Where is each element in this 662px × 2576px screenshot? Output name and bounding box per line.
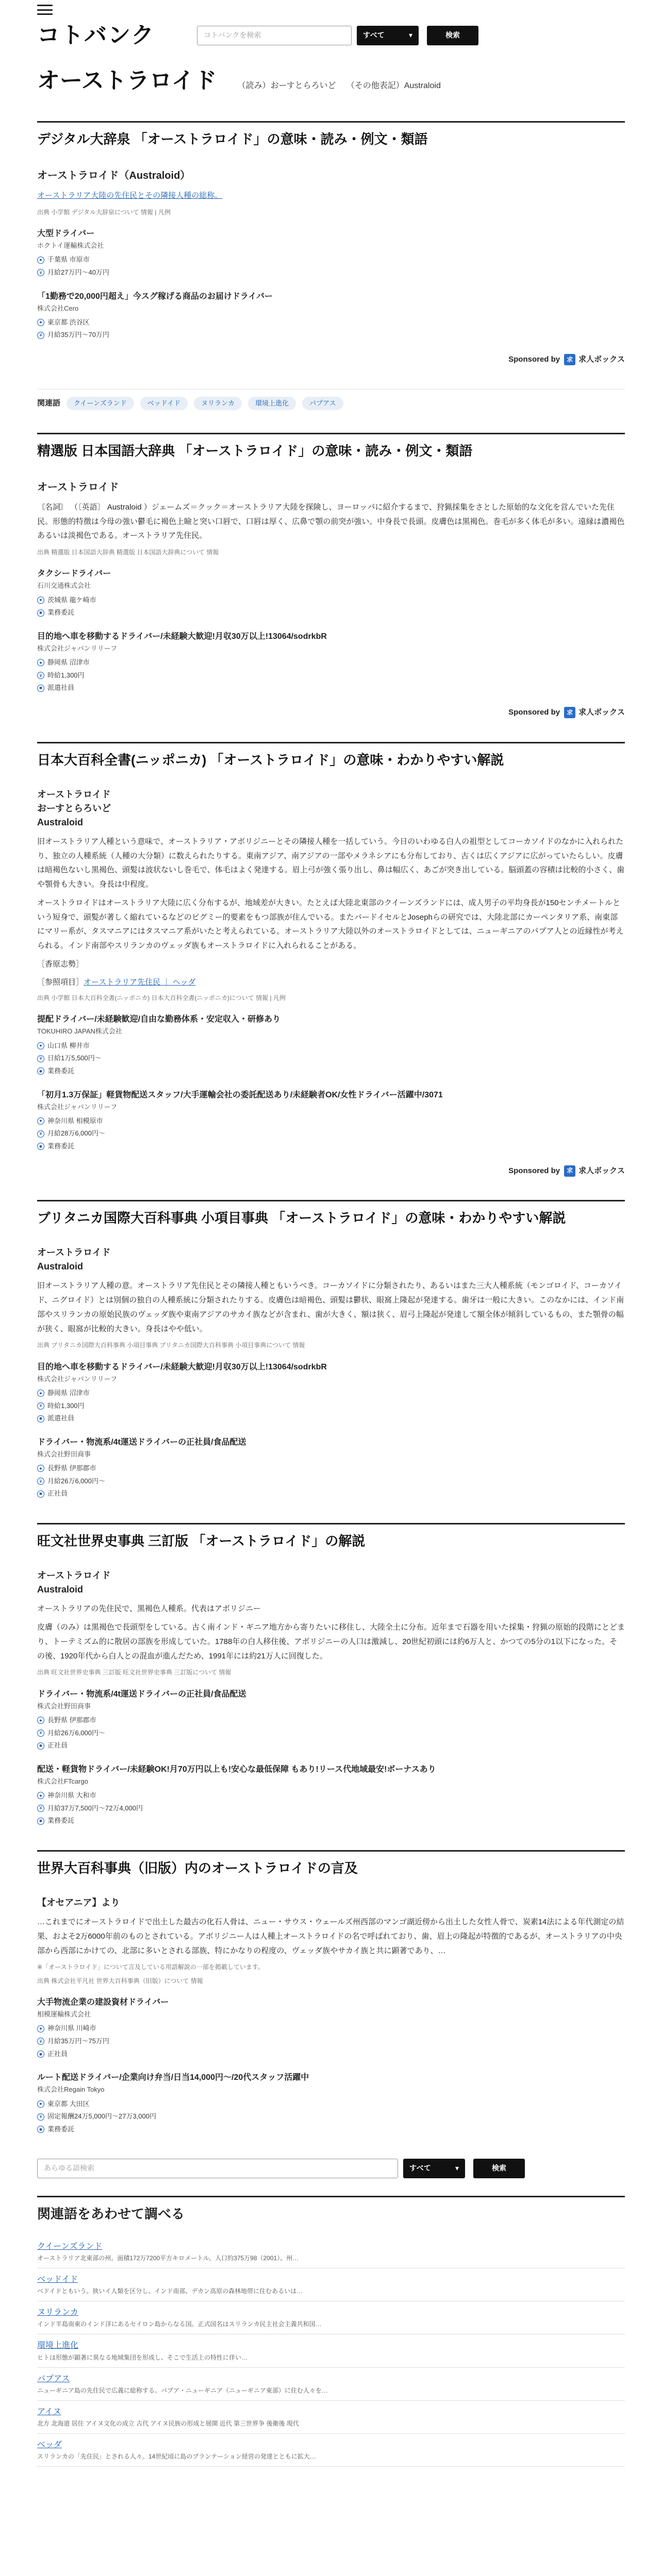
related-list-heading: 関連語をあわせて調べる xyxy=(37,2206,185,2222)
site-logo[interactable]: コトバンク xyxy=(37,22,155,48)
definition-text: …これまでにオーストラロイドで出土した最古の化石人骨は、ニュー・サウス・ウェールズ州西部のマンゴ湖近傍から出土した女性人骨で、炭素14法による年代測定の結果、およそ2万6000年前のものとされている。アボリジニー人は人種上オーストラロイドの名で呼ばれており、歯、眉上の隆起が特徴的であるが、オーストラリアの中央部から西部にかけての、北部に多いとされる部族、特にかなりの程度の、ヴェッダ族やサカイ族と共に顕著であり、… xyxy=(37,1918,624,1955)
sponsor-brand[interactable]: 求人ボックス xyxy=(578,708,625,717)
source-citation: 出典 ブリタニカ国際大百科事典 小項目事典 ブリタニカ国際大百科事典 小項目事典について 情報 xyxy=(37,1342,305,1349)
author-credit: ［香原志勢］ xyxy=(37,959,84,969)
section-heading: 世界大百科事典（旧版）内のオーストラロイドの言及 xyxy=(37,1860,358,1876)
related-tag[interactable]: クイーンズランド xyxy=(67,397,134,410)
yen-icon: ¥ xyxy=(37,1478,44,1485)
briefcase-icon: ■ xyxy=(37,685,44,692)
entry-english: Australoid xyxy=(37,817,84,827)
location-pin-icon: ● xyxy=(37,2100,44,2108)
yen-icon: ¥ xyxy=(37,672,44,679)
job-ad-title[interactable]: 目的地へ車を移動するドライバー/未経験大歓迎!月収30万以上!13064/sodrkbR xyxy=(37,1362,327,1371)
definition-text[interactable]: オーストラリア大陸の先住民とその隣接人種の総称。 xyxy=(37,191,223,200)
job-ad[interactable] xyxy=(37,1996,625,2060)
job-ad-employment: 正社員 xyxy=(47,2049,68,2058)
job-ad[interactable] xyxy=(37,568,625,619)
page-title: オーストラロイド xyxy=(37,68,217,93)
search-scope-label: すべて xyxy=(409,2163,431,2172)
search-button[interactable]: 検索 xyxy=(427,26,478,45)
job-ad-place: 静岡県 沼津市 xyxy=(47,658,90,667)
job-ad-company: 株式会社Cero xyxy=(37,304,79,312)
job-ad-pay: 月給27万円〜40万円 xyxy=(47,268,109,276)
section-heading: 旺文社世界史事典 三訂版 「オーストラロイド」の解説 xyxy=(37,1533,366,1549)
job-ad-place: 神奈川県 川崎市 xyxy=(47,2024,96,2032)
job-ad-employment: 業務委託 xyxy=(47,1817,75,1825)
related-list-item[interactable] xyxy=(37,2334,625,2367)
chevron-down-icon: ▾ xyxy=(408,31,412,40)
job-ad-company: ホクトイ運輸株式会社 xyxy=(37,242,104,250)
section-britannica xyxy=(37,1200,625,1500)
job-ad-title[interactable]: 大手物流企業の建設資材ドライバー xyxy=(37,1998,169,2007)
job-ad-title[interactable]: 大型ドライバー xyxy=(37,229,95,239)
job-ad-company: 株式会社Regain Tokyo xyxy=(37,2086,105,2094)
location-pin-icon: ● xyxy=(37,1117,44,1125)
related-item-desc: インド半島南東のインド洋にあるセイロン島からなる国。正式国名はスリランカ民主社会主義共和国… xyxy=(37,2320,322,2328)
job-ad-title[interactable]: 「1勤務で20,000円超え」今スグ稼げる商品のお届けドライバー xyxy=(37,292,273,301)
related-tag[interactable]: 環境上進化 xyxy=(248,397,296,410)
briefcase-icon: ■ xyxy=(37,1490,44,1498)
related-item-desc: ヒトは形態が顕著に異なる地域集団を形成し、そこで生活上の特性に伴い… xyxy=(37,2353,248,2361)
related-item-title[interactable]: ベッダ xyxy=(37,2440,62,2449)
yen-icon: ¥ xyxy=(37,2113,44,2121)
job-ad-pay: 月給35万円〜75万円 xyxy=(47,2037,109,2045)
job-ad-title[interactable]: 配送・軽貨物ドライバー/未経験OK!月70万円以上も!安心な最低保障 もあり!リース代地域最安!ボーナスあり xyxy=(37,1765,436,1774)
kyujin-box-icon: 求 xyxy=(564,707,575,718)
job-ad-company: TOKUHIRO JAPAN株式会社 xyxy=(37,1027,122,1036)
sponsored-label: Sponsored by xyxy=(508,1166,560,1175)
section-heading: デジタル大辞泉 「オーストラロイド」の意味・読み・例文・類語 xyxy=(37,131,428,147)
job-ad-pay: 時給1,300円 xyxy=(47,1401,85,1410)
kyujin-box-icon: 求 xyxy=(564,1165,575,1177)
section-daijisen xyxy=(37,121,625,366)
location-pin-icon: ● xyxy=(37,1717,44,1724)
sponsor-brand[interactable]: 求人ボックス xyxy=(578,1166,625,1175)
section-nikkoku xyxy=(37,433,625,719)
job-ad-employment: 派遣社員 xyxy=(47,1414,75,1422)
job-ad-title[interactable]: タクシードライバー xyxy=(37,569,111,579)
bottom-search-scope-select[interactable] xyxy=(403,2159,465,2178)
section-heading: 精選版 日本国語大辞典 「オーストラロイド」の意味・読み・例文・類語 xyxy=(37,443,473,459)
job-ad-employment: 業務委託 xyxy=(47,2125,75,2133)
job-ad-pay: 業務委託 xyxy=(47,608,75,617)
bottom-search-bar xyxy=(37,2159,625,2178)
yen-icon: ¥ xyxy=(37,269,44,276)
job-ad-place: 東京都 大田区 xyxy=(47,2099,90,2108)
related-item-desc: スリランカの「先住民」とされる人々。14世紀頃に島のプランテーション経営の発達とともに拡大… xyxy=(37,2453,316,2461)
related-tag[interactable]: パプアス xyxy=(302,397,343,410)
related-item-title[interactable]: クイーンズランド xyxy=(37,2242,103,2251)
sponsor-brand[interactable]: 求人ボックス xyxy=(578,355,625,364)
job-ad-place: 長野県 伊那郡市 xyxy=(47,1464,96,1472)
job-ad-title[interactable]: 提配ドライバー/未経験歓迎/自由な勤務体系・安定収入・研修あり xyxy=(37,1015,281,1024)
job-ad-company: 相模運輸株式会社 xyxy=(37,2010,91,2019)
reference-items xyxy=(37,976,625,989)
job-ad-place: 千葉県 市原市 xyxy=(47,256,90,264)
related-item-desc: ベドイドともいう。狭いイ人類を区分し、インド南部、デカン高原の森林地帯に住むあるいは… xyxy=(37,2287,303,2295)
briefcase-icon: ■ xyxy=(37,2050,44,2058)
bottom-search-button[interactable]: 検索 xyxy=(473,2159,525,2178)
entry-english: Australoid xyxy=(37,1261,84,1272)
related-item-desc: ニューギニア島の先住民で広義に総称する。パプア・ニューギニア（ニューギニア東部）に住む人々を… xyxy=(37,2386,328,2394)
related-label: 関連語 xyxy=(37,398,61,408)
job-ad-place: 山口県 柳井市 xyxy=(47,1041,90,1049)
search-scope-label: すべて xyxy=(363,31,385,40)
definition-text: 旧オーストラリア人種の意。オーストラリア先住民とその隣接人種ともいうべき。コーカソイドに分類されたり、あるいはまた三大人種系統（モンゴロイド、コーカソイド、ニグロイド）とは別個の独自の人種系統に分類されたりする。皮膚色は暗褐色、頭髪は鬱状、眼窩上隆起が発達する。歯牙は一般に大きい。このなかには、インド南部やスリランカの原始民族のヴェッダ族や東南アジアのサカイ族などが含まれ、歯が大きく、額は狭く、眉弓上隆起が発達して額全体が傾斜しているもの、また顎骨の幅が狭く、眼窩が比較的大きい。身長はやや低い。 xyxy=(37,1281,624,1333)
definition-text: オーストラリアの先住民で、黒褐色人種系。代表はアボリジニー xyxy=(37,1604,261,1614)
job-ad-place: 茨城県 龍ケ崎市 xyxy=(47,596,96,604)
reference-link[interactable]: オーストラリア先住民 ｜ ヘッダ xyxy=(84,977,196,987)
job-ad-place: 静岡県 沼津市 xyxy=(47,1388,90,1397)
job-ad-pay: 月給28万6,000円〜 xyxy=(47,1129,105,1138)
briefcase-icon: ■ xyxy=(37,2126,44,2133)
kyujin-box-icon: 求 xyxy=(564,354,575,365)
job-ad[interactable] xyxy=(37,1089,625,1153)
entry-headword: オーストラロイド xyxy=(37,789,111,800)
sponsored-by xyxy=(37,353,625,366)
related-tag[interactable]: ヌリランカ xyxy=(194,397,242,410)
related-list-item[interactable] xyxy=(37,2235,625,2268)
job-ad-company: 株式会社FTcargo xyxy=(37,1777,88,1785)
related-item-title[interactable]: アイヌ xyxy=(37,2407,61,2416)
related-item-title[interactable]: 環境上進化 xyxy=(37,2341,79,2350)
site-header xyxy=(37,20,625,52)
job-ad-employment: 正社員 xyxy=(47,1489,68,1498)
title-other-notation: （その他表記）Australoid xyxy=(346,81,441,90)
entry-subheading: 【オセアニア】より xyxy=(37,1897,120,1908)
location-pin-icon: ● xyxy=(37,1042,44,1049)
related-list-item[interactable] xyxy=(37,2368,625,2401)
job-ad[interactable] xyxy=(37,1764,625,1827)
job-ad-title[interactable]: 「初月1.3万保証」軽貨物配送スタッフ/大手運輸会社の委託配送あり/未経験者OK/女性ドライバー活躍中/3071 xyxy=(37,1090,443,1099)
yen-icon: ¥ xyxy=(37,1402,44,1410)
job-ad-company: 石川交通株式会社 xyxy=(37,582,91,590)
location-pin-icon: ● xyxy=(37,2025,44,2032)
job-ad-title[interactable]: ルート配送ドライバー/企業向け弁当/日当14,000円〜/20代スタッフ活躍中 xyxy=(37,2073,309,2082)
briefcase-icon: ■ xyxy=(37,1067,44,1075)
entry-headword: オーストラロイド xyxy=(37,481,119,493)
entry-headword: オーストラロイド xyxy=(37,1570,111,1581)
job-ad-company: 株式会社ジャパンリリーフ xyxy=(37,1375,118,1383)
menu-icon[interactable] xyxy=(37,5,53,15)
related-list-item[interactable] xyxy=(37,2401,625,2434)
title-reading: （読み）おーすとらろいど xyxy=(237,81,336,90)
job-ad-pay: 固定報酬24万5,000円〜27万3,000円 xyxy=(47,2112,156,2121)
related-item-title[interactable]: パプアス xyxy=(37,2374,70,2383)
job-ad-pay: 月給26万6,000円〜 xyxy=(47,1477,105,1485)
job-ad-place: 長野県 伊那郡市 xyxy=(47,1716,96,1724)
sponsored-label: Sponsored by xyxy=(508,708,560,717)
definition-text: 皮膚（のみ）は黒褐色で長頭型をしている。古く南インド・ギニア地方から寄りたいに移住し、大陸全土に分布。近年まで石器を用いた採集・狩猟の原始的段階にとどまり、トーテミズム的に散居の部族を形成していた。1788年の白人移住後、アボリジニーの人口は激減し、20世紀初頭には約6万人と、かつての5分の1以下になった。その後、1920年代から白人との混血が進んだため、1991年には約21万人に回復した。 xyxy=(37,1623,625,1660)
job-ad-title[interactable]: ドライバー・物流系/4t運送ドライバーの正社員/食品配送 xyxy=(37,1689,246,1699)
job-ad-pay: 日給1万5,500円〜 xyxy=(47,1054,102,1062)
job-ad[interactable] xyxy=(37,228,625,279)
source-citation: 出典 旺文社世界史事典 三訂版 旺文社世界史事典 三訂版について 情報 xyxy=(37,1669,231,1676)
section-heading: 日本大百科全書(ニッポニカ) 「オーストラロイド」の意味・わかりやすい解説 xyxy=(37,752,504,768)
briefcase-icon: ■ xyxy=(37,1143,44,1150)
chevron-down-icon: ▾ xyxy=(455,2163,459,2172)
job-ad-company: 株式会社野田商事 xyxy=(37,1450,91,1458)
sponsored-label: Sponsored by xyxy=(508,355,560,364)
mention-note: ※「オーストラロイド」について言及している用語解説の一部を掲載しています。 xyxy=(37,1963,264,1971)
related-list xyxy=(37,2196,625,2467)
section-nipponica xyxy=(37,742,625,1178)
job-ad[interactable] xyxy=(37,1436,625,1500)
related-words-row xyxy=(37,389,625,410)
job-ad-title[interactable]: 目的地へ車を移動するドライバー/未経験大歓迎!月収30万以上!13064/sodrkbR xyxy=(37,632,327,641)
definition-text: オーストラロイドはオーストラリア大陸に広く分布するが、地域差が大きい。たとえば大陸北東部のクイーンズランドには、成人男子の平均身長が150センチメートルという短身で、頭髪が著しく縮れているなどのピグミー的要素をもつ部族が住んでいる。またバードイセルとJosephらの研究では、大陸北部にカーペンタリア系、南東部にマリー系が、タスマニアにはタスマニア系がいたと考えられている。オーストラリア大陸以外のオーストラロイドとしては、ニューギニアのパプア人との近縁性が考えられる。インド南部やスリランカのヴェッダ族もオーストラロイドに入れられることがある。 xyxy=(37,898,624,951)
reference-label: ［参照項目］ xyxy=(37,977,84,987)
source-citation: 出典 精選版 日本国語大辞典 精選版 日本国語大辞典について 情報 xyxy=(37,549,219,556)
location-pin-icon: ● xyxy=(37,1465,44,1472)
job-ad-place: 神奈川県 大和市 xyxy=(47,1791,96,1799)
job-ad-title[interactable]: ドライバー・物流系/4t運送ドライバーの正社員/食品配送 xyxy=(37,1437,246,1447)
section-obunsha xyxy=(37,1523,625,1827)
job-ad-place: 神奈川県 相模原市 xyxy=(47,1116,103,1125)
related-item-desc: 北方 北海道 居住 アイヌ文化の成立 古代 アイヌ民族の形成と展開 近代 第三世界争 後衛後 現代 xyxy=(37,2419,299,2427)
location-pin-icon: ● xyxy=(37,1389,44,1397)
job-ad[interactable] xyxy=(37,291,625,342)
briefcase-icon: ■ xyxy=(37,1415,44,1422)
job-ad-pay: 月給37万7,500円〜72万4,000円 xyxy=(47,1804,143,1812)
briefcase-icon: ■ xyxy=(37,1818,44,1825)
related-item-desc: オーストラリア北東部の州。面積172万7200平方キロメートル、人口約375万98（2001）。州… xyxy=(37,2254,299,2262)
location-pin-icon: ● xyxy=(37,659,44,666)
section-heibonsha xyxy=(37,1850,625,2136)
job-ad-pay: 月給26万6,000円〜 xyxy=(47,1728,105,1737)
source-citation: 出典 小学館 デジタル大辞泉について 情報 | 凡例 xyxy=(37,208,171,216)
sponsored-by xyxy=(37,706,625,719)
sponsored-by xyxy=(37,1164,625,1178)
briefcase-icon: ■ xyxy=(37,1742,44,1750)
location-pin-icon: ● xyxy=(37,319,44,326)
yen-icon: ¥ xyxy=(37,1805,44,1812)
job-ad-company: 株式会社ジャパンリリーフ xyxy=(37,644,118,652)
definition-text: 〘名詞〙 （〔英語〕 Australoid ）ジェームズ＝クック＝オーストラリア大陸を探険し、ヨーロッパに紹介するまで、狩猟採集をさとした原始的な文化を営んでいた先住民。形態的特徴は今母の強い鬱毛に褐色上瞼と突い口唇で、口唇は厚く、広鼻で顎の前突が強い。中身長で長頭。皮膚色は黒褐色。巻毛が多く体毛が多い。遠縁は濃褐色あるいは淡褐色である。オーストラリア先住民。 xyxy=(37,502,625,540)
location-pin-icon: ● xyxy=(37,1792,44,1799)
job-ad-employment: 正社員 xyxy=(47,1741,68,1750)
job-ad[interactable] xyxy=(37,1688,625,1752)
job-ad-pay: 時給1,300円 xyxy=(47,671,85,679)
entry-headword: オーストラロイド xyxy=(37,1247,111,1258)
yen-icon: ¥ xyxy=(37,2038,44,2045)
search-scope-select[interactable] xyxy=(357,26,419,45)
entry-headword: オーストラロイド（Australoid） xyxy=(37,170,191,181)
job-ad-place: 東京都 渋谷区 xyxy=(47,318,90,326)
page-title-row xyxy=(37,62,625,100)
related-item-title[interactable]: ベッドイド xyxy=(37,2275,78,2284)
job-ad-company: 株式会社野田商事 xyxy=(37,1702,91,1710)
entry-reading: おーすとらろいど xyxy=(37,803,111,814)
job-ad-company: 株式会社ジャパンリリーフ xyxy=(37,1103,118,1111)
related-item-title[interactable]: ヌリランカ xyxy=(37,2308,79,2317)
yen-icon: ¥ xyxy=(37,1730,44,1737)
job-ad-employment: 業務委託 xyxy=(47,1066,75,1075)
job-ad-pay: 月給35万円〜70万円 xyxy=(47,331,109,339)
section-heading: ブリタニカ国際大百科事典 小項目事典 「オーストラロイド」の意味・わかりやすい解説 xyxy=(37,1210,566,1226)
source-citation: 出典 小学館 日本大百科全書(ニッポニカ) 日本大百科全書(ニッポニカ)について 情報 | 凡例 xyxy=(37,994,286,1002)
source-citation: 出典 株式会社平凡社 世界大百科事典（旧版）について 情報 xyxy=(37,1977,203,1985)
entry-english: Australoid xyxy=(37,1584,84,1595)
location-pin-icon: ● xyxy=(37,597,44,604)
job-ad[interactable] xyxy=(37,1361,625,1425)
yen-icon: ¥ xyxy=(37,1130,44,1138)
job-ad[interactable] xyxy=(37,631,625,694)
yen-icon: ¥ xyxy=(37,1055,44,1062)
related-list-item[interactable] xyxy=(37,2268,625,2301)
bottom-search-input[interactable]: あらゆる語検索 xyxy=(37,2159,398,2178)
related-list-item[interactable] xyxy=(37,2301,625,2334)
location-pin-icon: ● xyxy=(37,257,44,264)
yen-icon: ¥ xyxy=(37,332,44,339)
job-ad[interactable] xyxy=(37,1013,625,1077)
related-tag[interactable]: ベッドイド xyxy=(140,397,188,410)
job-ad-employment: 業務委託 xyxy=(47,1142,75,1150)
job-ad[interactable] xyxy=(37,2072,625,2136)
search-input[interactable]: コトバンクを検索 xyxy=(197,26,352,45)
briefcase-icon: ■ xyxy=(37,609,44,617)
related-list-item[interactable] xyxy=(37,2434,625,2467)
job-ad-employment: 派遣社員 xyxy=(47,684,75,692)
definition-text: 旧オーストラリア人種という意味で、オーストラリア・アボリジニーとその隣接人種を一括していう。今日のいわゆる白人の祖型としてコーカソイドのなかに入れられたり、独立の人種系統（人種の大分類）に数えられたりする。東南アジア、南アジアの一部やメラネシアにも分布しており、古くは広くアジアに広がっていたらしい。皮膚は暗褐色ないし黒褐色、頭髪は波状ないし巻毛で、体毛はよく発達する。眉上弓が強く張り出し、鼻は幅広く、あごが突き出している。脳頭蓋の容積は比較的小さく、歯や顎骨も大きい。身長は中程度。 xyxy=(37,837,625,889)
